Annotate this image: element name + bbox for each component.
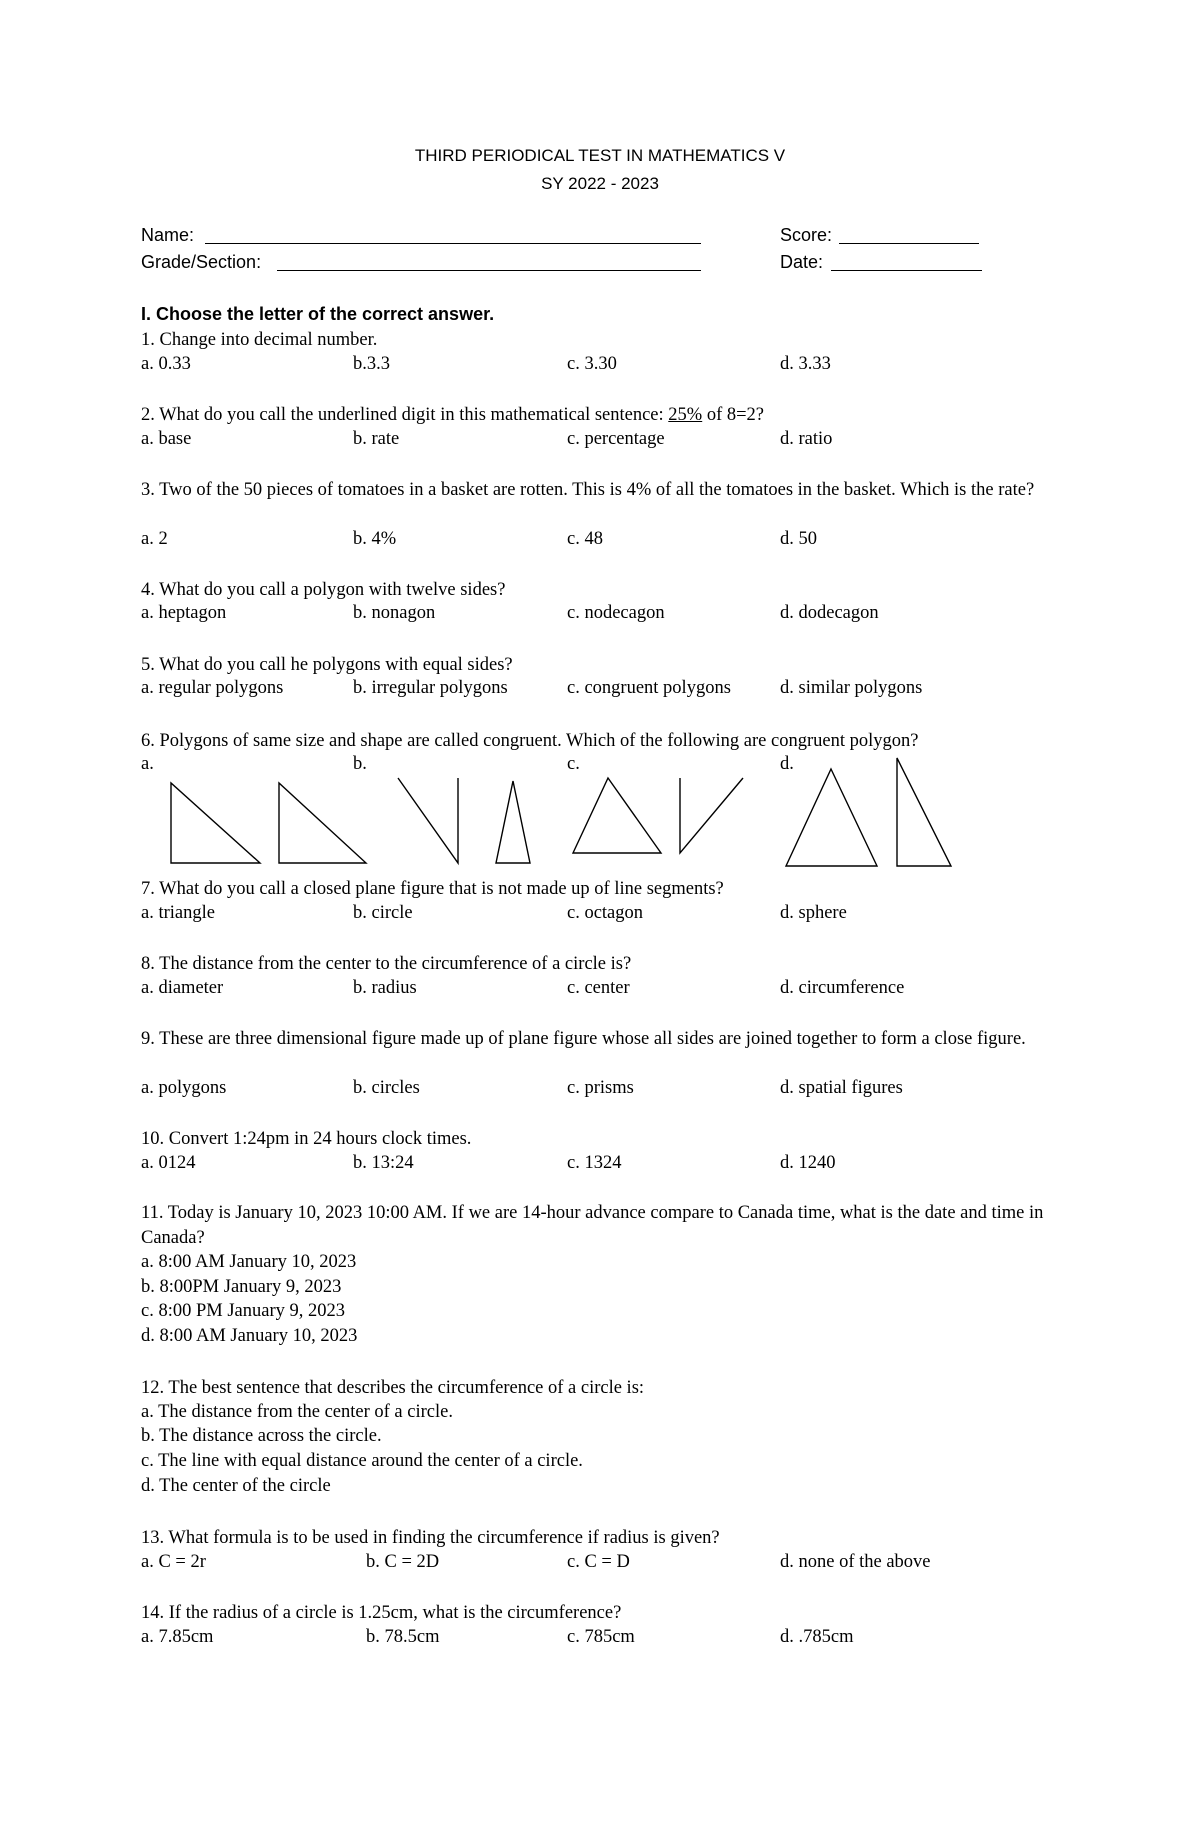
q12-option-c[interactable]: c. The line with equal distance around the center of a circle. (141, 1451, 583, 1471)
q11-option-c[interactable]: c. 8:00 PM January 9, 2023 (141, 1301, 345, 1321)
question-12: 12. The best sentence that describes the circumference of a circle is: (141, 1378, 645, 1398)
grade-section-label: Grade/Section: (141, 252, 262, 272)
q13-option-b[interactable]: b. C = 2D (366, 1552, 440, 1572)
question-5: 5. What do you call he polygons with equal sides? (141, 655, 513, 675)
q12-option-b[interactable]: b. The distance across the circle. (141, 1426, 382, 1446)
school-year: SY 2022 - 2023 (541, 174, 659, 193)
q3-option-b[interactable]: b. 4% (353, 529, 397, 549)
q6-option-a-triangle-1 (171, 783, 260, 863)
q8-option-c[interactable]: c. center (567, 978, 630, 998)
q6-option-d-triangle-1 (786, 769, 877, 866)
q14-option-d[interactable]: d. .785cm (780, 1627, 854, 1647)
question-2: 2. What do you call the underlined digit in this mathematical sentence: 25% of 8=2? (141, 405, 765, 425)
q11-option-a[interactable]: a. 8:00 AM January 10, 2023 (141, 1252, 357, 1272)
q1-option-c[interactable]: c. 3.30 (567, 354, 617, 374)
question-10: 10. Convert 1:24pm in 24 hours clock times. (141, 1129, 472, 1149)
q7-option-c[interactable]: c. octagon (567, 903, 644, 923)
q6-option-c-triangle-1 (573, 778, 661, 853)
q4-option-d[interactable]: d. dodecagon (780, 603, 879, 623)
q7-option-d[interactable]: d. sphere (780, 903, 847, 923)
q13-option-c[interactable]: c. C = D (567, 1552, 630, 1572)
q1-option-b[interactable]: b.3.3 (353, 354, 390, 374)
question-8: 8. The distance from the center to the circumference of a circle is? (141, 954, 632, 974)
q2-option-a[interactable]: a. base (141, 429, 192, 449)
q2-option-b[interactable]: b. rate (353, 429, 400, 449)
question-1: 1. Change into decimal number. (141, 330, 378, 350)
q6-option-b[interactable]: b. (353, 754, 367, 774)
q13-option-d[interactable]: d. none of the above (780, 1552, 931, 1572)
q1-option-d[interactable]: d. 3.33 (780, 354, 831, 374)
q12-option-d[interactable]: d. The center of the circle (141, 1476, 331, 1496)
q10-option-c[interactable]: c. 1324 (567, 1153, 622, 1173)
q8-option-d[interactable]: d. circumference (780, 978, 905, 998)
q3-option-a[interactable]: a. 2 (141, 529, 168, 549)
q6-option-c-shape-2 (680, 778, 743, 853)
q6-option-d[interactable]: d. (780, 754, 794, 774)
q14-option-a[interactable]: a. 7.85cm (141, 1627, 214, 1647)
q10-option-a[interactable]: a. 0124 (141, 1153, 196, 1173)
q6-option-d-triangle-2 (897, 758, 951, 866)
q6-option-a-triangle-2 (279, 783, 366, 863)
q5-option-b[interactable]: b. irregular polygons (353, 678, 508, 698)
q9-option-a[interactable]: a. polygons (141, 1078, 227, 1098)
q4-option-c[interactable]: c. nodecagon (567, 603, 665, 623)
question-6: 6. Polygons of same size and shape are called congruent. Which of the following are congruent polygon? (141, 731, 919, 751)
question-14: 14. If the radius of a circle is 1.25cm, what is the circumference? (141, 1603, 622, 1623)
q6-option-a[interactable]: a. (141, 754, 154, 774)
q11-option-b[interactable]: b. 8:00PM January 9, 2023 (141, 1277, 342, 1297)
q8-option-a[interactable]: a. diameter (141, 978, 224, 998)
q9-option-b[interactable]: b. circles (353, 1078, 420, 1098)
q5-option-c[interactable]: c. congruent polygons (567, 678, 731, 698)
question-13: 13. What formula is to be used in finding the circumference if radius is given? (141, 1528, 720, 1548)
q9-option-d[interactable]: d. spatial figures (780, 1078, 903, 1098)
q3-option-d[interactable]: d. 50 (780, 529, 817, 549)
q8-option-b[interactable]: b. radius (353, 978, 417, 998)
question-3: 3. Two of the 50 pieces of tomatoes in a basket are rotten. This is 4% of all the tomatoes in the basket. Which is the rate? (141, 480, 1035, 500)
question-4: 4. What do you call a polygon with twelve sides? (141, 580, 506, 600)
question-11: 11. Today is January 10, 2023 10:00 AM. If we are 14-hour advance compare to Canada time, what is the date and time in Canada? (141, 1203, 1044, 1248)
underlined-term: 25% (668, 405, 703, 425)
q4-option-a[interactable]: a. heptagon (141, 603, 227, 623)
q14-option-c[interactable]: c. 785cm (567, 1627, 635, 1647)
q3-option-c[interactable]: c. 48 (567, 529, 603, 549)
q9-option-c[interactable]: c. prisms (567, 1078, 634, 1098)
q5-option-d[interactable]: d. similar polygons (780, 678, 923, 698)
q11-option-d[interactable]: d. 8:00 AM January 10, 2023 (141, 1326, 358, 1346)
date-label: Date: (780, 252, 824, 272)
q13-option-a[interactable]: a. C = 2r (141, 1552, 206, 1572)
q4-option-b[interactable]: b. nonagon (353, 603, 436, 623)
q10-option-b[interactable]: b. 13:24 (353, 1153, 414, 1173)
q2-option-c[interactable]: c. percentage (567, 429, 665, 449)
q10-option-d[interactable]: d. 1240 (780, 1153, 836, 1173)
section-heading: I. Choose the letter of the correct answer. (141, 304, 495, 324)
q6-option-b-triangle-2 (496, 781, 530, 863)
q5-option-a[interactable]: a. regular polygons (141, 678, 284, 698)
test-title: THIRD PERIODICAL TEST IN MATHEMATICS V (414, 146, 786, 165)
question-9: 9. These are three dimensional figure made up of plane figure whose all sides are joined together to form a close figure. (141, 1029, 1026, 1049)
q6-option-b-shape-1 (398, 778, 458, 863)
q14-option-b[interactable]: b. 78.5cm (366, 1627, 440, 1647)
name-label: Name: (141, 225, 195, 245)
q2-option-d[interactable]: d. ratio (780, 429, 833, 449)
q7-option-a[interactable]: a. triangle (141, 903, 215, 923)
question-7: 7. What do you call a closed plane figure that is not made up of line segments? (141, 879, 724, 899)
q1-option-a[interactable]: a. 0.33 (141, 354, 191, 374)
q7-option-b[interactable]: b. circle (353, 903, 413, 923)
q6-option-c[interactable]: c. (567, 754, 580, 774)
q12-option-a[interactable]: a. The distance from the center of a circle. (141, 1402, 453, 1422)
score-label: Score: (780, 225, 833, 245)
